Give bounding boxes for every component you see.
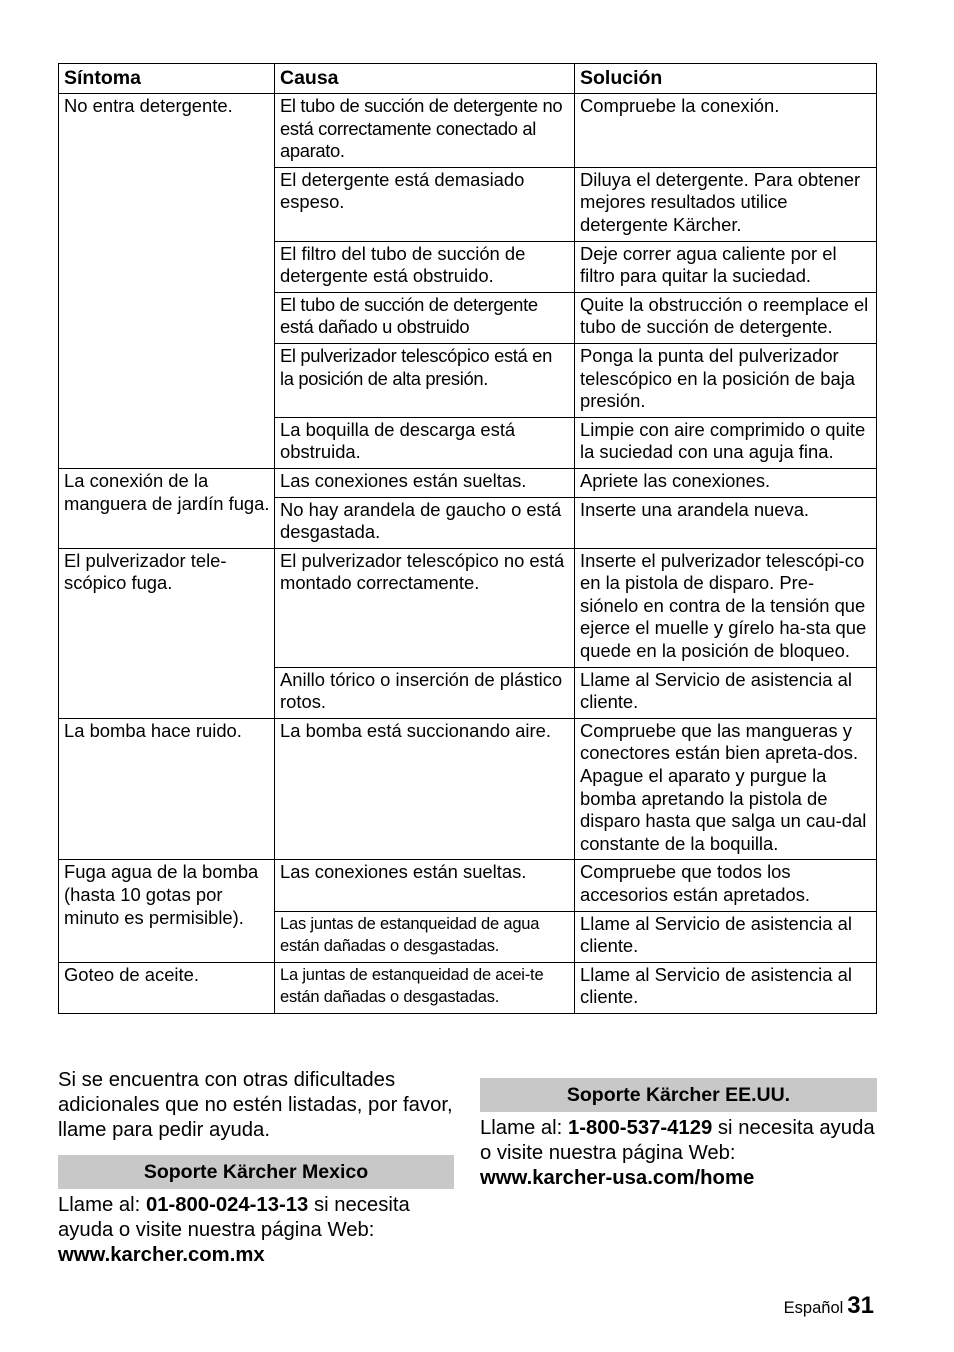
solution-cell: Compruebe que todos los accesorios están apretados. xyxy=(575,860,877,911)
cause-cell: El tubo de succión de detergente está dañado u obstruido xyxy=(275,292,575,343)
solution-cell: Diluya el detergente. Para obtener mejores resultados utilice detergente Kärcher. xyxy=(575,167,877,241)
symptom-cell: El pulverizador tele-scópico fuga. xyxy=(59,548,275,718)
right-column xyxy=(480,1078,877,1192)
table-row xyxy=(59,860,877,911)
symptom-cell: La bomba hace ruido. xyxy=(59,718,275,860)
solution-cell: Compruebe que las mangueras y conectores están bien apreta-dos. Apague el aparato y purgue la bomba apretando la pistola de disparo hasta que salga un cau-dal constante de la boquilla. xyxy=(575,718,877,860)
page-number: 31 xyxy=(847,1292,874,1319)
solution-cell: Apriete las conexiones. xyxy=(575,468,877,497)
solution-cell: Compruebe la conexión. xyxy=(575,94,877,168)
cause-cell: Las juntas de estanqueidad de agua están dañadas o desgastadas. xyxy=(275,911,575,962)
left-column xyxy=(58,1068,454,1268)
table-row xyxy=(59,962,877,1013)
support-usa-phone[interactable]: 1-800-537-4129 xyxy=(567,1117,713,1139)
header-solution: Solución xyxy=(575,64,877,94)
support-mexico-heading: Soporte Kärcher Mexico xyxy=(58,1155,454,1189)
support-usa-text xyxy=(480,1116,877,1192)
cause-cell: La boquilla de descarga está obstruida. xyxy=(275,417,575,468)
call-prefix: Llame al: xyxy=(480,1117,568,1139)
cause-cell: Las conexiones están sueltas. xyxy=(275,860,575,911)
symptom-cell: Fuga agua de la bomba (hasta 10 gotas por minuto es permisible). xyxy=(59,860,275,962)
cause-cell: La juntas de estanqueidad de acei-te están dañadas o desgastadas. xyxy=(275,962,575,1013)
cause-cell: Las conexiones están sueltas. xyxy=(275,468,575,497)
symptom-cell: Goteo de aceite. xyxy=(59,962,275,1013)
table-row xyxy=(59,468,877,497)
solution-cell: Inserte el pulverizador telescópi-co en la pistola de disparo. Pre-siónelo en contra de la tensión que ejerce el muelle y gírelo ha-sta que quede en la posición de bloqueo. xyxy=(575,548,877,667)
cause-cell: La bomba está succionando aire. xyxy=(275,718,575,860)
support-mexico-phone[interactable]: 01-800-024-13-13 xyxy=(145,1193,309,1216)
solution-cell: Llame al Servicio de asistencia al cliente. xyxy=(575,962,877,1013)
cause-cell: El filtro del tubo de succión de detergente está obstruido. xyxy=(275,241,575,292)
cause-cell: No hay arandela de gaucho o está desgastada. xyxy=(275,497,575,548)
cause-cell: Anillo tórico o inserción de plástico rotos. xyxy=(275,667,575,718)
footer-language: Español xyxy=(783,1299,844,1317)
call-suffix: si necesita ayuda o visite nuestra página Web: xyxy=(58,1193,410,1241)
table-row xyxy=(59,94,877,168)
solution-cell: Llame al Servicio de asistencia al cliente. xyxy=(575,667,877,718)
cause-cell: El pulverizador telescópico está en la posición de alta presión. xyxy=(275,343,575,417)
header-symptom: Síntoma xyxy=(59,64,275,94)
cause-cell: El detergente está demasiado espeso. xyxy=(275,167,575,241)
solution-cell: Quite la obstrucción o reemplace el tubo de succión de detergente. xyxy=(575,292,877,343)
table-row xyxy=(59,718,877,860)
support-usa-url[interactable]: www.karcher-usa.com/home xyxy=(480,1167,755,1190)
cause-cell: El tubo de succión de detergente no está correctamente conectado al aparato. xyxy=(275,94,575,168)
support-mexico-url[interactable]: www.karcher.com.mx xyxy=(58,1244,265,1267)
table-header-row xyxy=(59,64,877,94)
table-row xyxy=(59,548,877,667)
symptom-cell: No entra detergente. xyxy=(59,94,275,469)
solution-cell: Limpie con aire comprimido o quite la suciedad con una aguja fina. xyxy=(575,417,877,468)
call-prefix: Llame al: xyxy=(58,1193,146,1216)
support-usa-heading: Soporte Kärcher EE.UU. xyxy=(480,1078,877,1112)
call-suffix: si necesita ayuda o visite nuestra página Web: xyxy=(480,1117,875,1165)
support-mexico-text xyxy=(58,1193,454,1269)
solution-cell: Inserte una arandela nueva. xyxy=(575,497,877,548)
intro-text: Si se encuentra con otras dificultades adicionales que no estén listadas, por favor, llame para pedir ayuda. xyxy=(58,1069,453,1142)
solution-cell: Ponga la punta del pulverizador telescópico en la posición de baja presión. xyxy=(575,343,877,417)
solution-cell: Llame al Servicio de asistencia al cliente. xyxy=(575,911,877,962)
cause-cell: El pulverizador telescópico no está montado correctamente. xyxy=(275,548,575,667)
header-cause: Causa xyxy=(275,64,575,94)
solution-cell: Deje correr agua caliente por el filtro para quitar la suciedad. xyxy=(575,241,877,292)
symptom-cell: La conexión de la manguera de jardín fuga. xyxy=(59,468,275,548)
troubleshooting-table xyxy=(58,63,877,1014)
page-footer xyxy=(784,1292,874,1320)
